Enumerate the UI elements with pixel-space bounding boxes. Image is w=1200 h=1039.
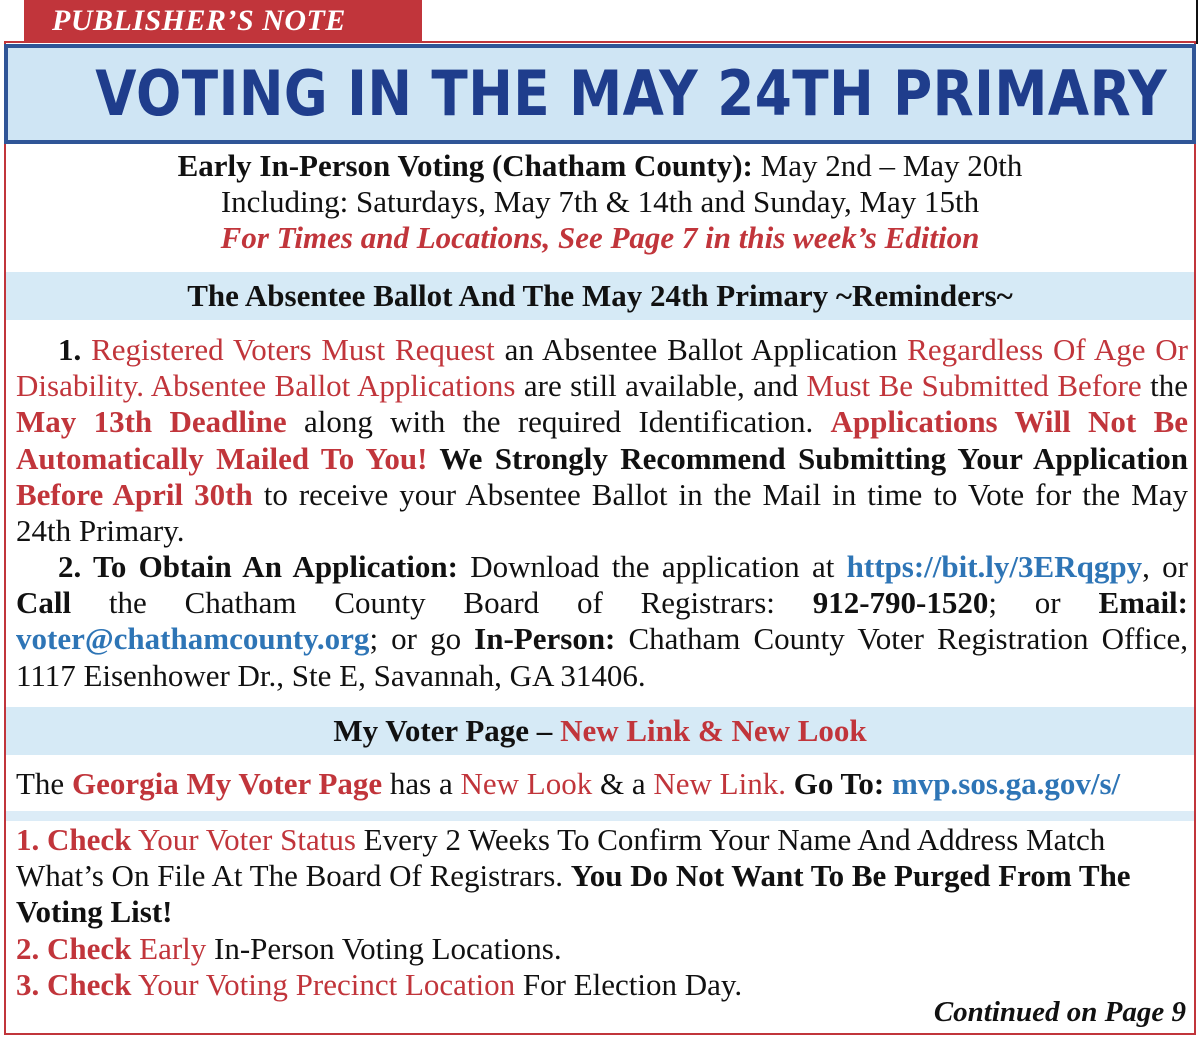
p2-s3: the Chatham County Board of Registrars: — [71, 585, 813, 621]
early-voting-reference: For Times and Locations, See Page 7 in this week’s Edition — [220, 220, 980, 255]
check-item-1 — [16, 822, 1188, 931]
mvp-url-link[interactable]: mvp.sos.ga.gov/s/ — [891, 766, 1121, 801]
p1-recommend-date: Before April 30th — [16, 476, 253, 512]
p1-warning: Applications Will Not Be Automatically Mailed To You! — [16, 404, 1189, 476]
title-banner — [4, 44, 1196, 144]
p2-call: Call — [16, 585, 72, 621]
mvp-s2: has a — [382, 766, 461, 801]
p1-s1: Registered Voters Must Request — [81, 332, 495, 367]
p1-s6: the — [1141, 368, 1188, 404]
mvp-go: Go To: — [785, 766, 892, 801]
check-list — [16, 822, 1188, 1003]
early-voting-label: Early In-Person Voting (Chatham County): — [177, 148, 753, 183]
voter-heading-highlight: New Link & New Look — [560, 713, 867, 748]
check-2-rest: In-Person Voting Locations. — [206, 930, 562, 966]
check-1-warning: You Do Not Want To Be Purged From The Voting List! — [16, 858, 1131, 930]
page-title: VOTING IN THE MAY 24TH PRIMARY — [95, 57, 1168, 130]
absentee-reminder-2 — [16, 549, 1188, 694]
my-voter-page-line — [16, 766, 1188, 802]
early-voting-block — [6, 148, 1194, 256]
check-3-num: 3. Check — [16, 966, 132, 1002]
check-3-rest: For Election Day. — [515, 966, 743, 1002]
p2-label: 2. To Obtain An Application: — [58, 549, 458, 584]
mvp-look: New Look — [460, 766, 593, 801]
registrar-email-link[interactable]: voter@chathamcounty.org — [16, 621, 370, 657]
email-label: Email: — [1098, 585, 1188, 621]
p1-s5: Must Be Submitted Before — [806, 368, 1142, 404]
p1-s3: Regardless Of Age Or Disability. Absentee Ballot Applications — [16, 332, 1188, 404]
check-item-2 — [16, 931, 1188, 967]
mvp-s3: & a — [592, 766, 654, 801]
mvp-name: Georgia My Voter Page — [71, 766, 383, 801]
p1-s8: along with the required Identification. — [286, 404, 831, 440]
absentee-reminder-1 — [16, 332, 1188, 549]
section-tab: PUBLISHER’S NOTE — [24, 0, 422, 41]
absentee-heading: The Absentee Ballot And The May 24th Primary ~Reminders~ — [6, 272, 1194, 320]
p1-s2: an Absentee Ballot Application — [494, 332, 908, 367]
p1-s4: are still available, and — [515, 368, 807, 404]
early-voting-dates: May 2nd – May 20th — [752, 148, 1023, 183]
p2-s4: ; or — [988, 585, 1099, 621]
mvp-link-text: New Link. — [653, 766, 786, 801]
continued-note: Continued on Page 9 — [933, 996, 1186, 1028]
check-1-red: Your Voter Status — [131, 822, 356, 857]
reminder-number: 1. — [58, 332, 82, 367]
p2-s5: ; or go — [369, 621, 475, 657]
application-link[interactable]: https://bit.ly/3ERqgpy — [846, 549, 1143, 584]
divider — [6, 811, 1194, 821]
mvp-s1: The — [16, 766, 72, 801]
check-2-red: Early — [131, 930, 207, 966]
in-person-label: In-Person: — [474, 621, 616, 657]
registrar-address: Chatham County Voter Registration Office, 1117 Eisenhower Dr., Ste E, Savannah, GA 31406. — [16, 621, 1188, 693]
p2-s1: Download the application at — [457, 549, 847, 584]
check-2-num: 2. Check — [16, 930, 132, 966]
voter-page-heading — [6, 707, 1194, 755]
p1-s10: We Strongly Recommend Submitting Your Application — [427, 440, 1188, 476]
column-rule — [1196, 0, 1198, 44]
check-1-num: 1. Check — [16, 822, 132, 857]
early-voting-weekends: Including: Saturdays, May 7th & 14th and Sunday, May 15th — [220, 184, 980, 219]
voter-heading-text: My Voter Page – — [333, 713, 561, 748]
p1-deadline: May 13th Deadline — [16, 404, 287, 440]
check-3-red: Your Voting Precinct Location — [131, 966, 516, 1002]
p2-s2: , or — [1142, 549, 1188, 584]
registrar-phone: 912-790-1520 — [812, 585, 989, 621]
check-1-rest: Every 2 Weeks To Confirm Your Name And Address Match What’s On File At The Board Of Registrars. — [16, 822, 1106, 894]
p1-s12: to receive your Absentee Ballot in the Mail in time to Vote for the May 24th Primary. — [16, 476, 1189, 549]
